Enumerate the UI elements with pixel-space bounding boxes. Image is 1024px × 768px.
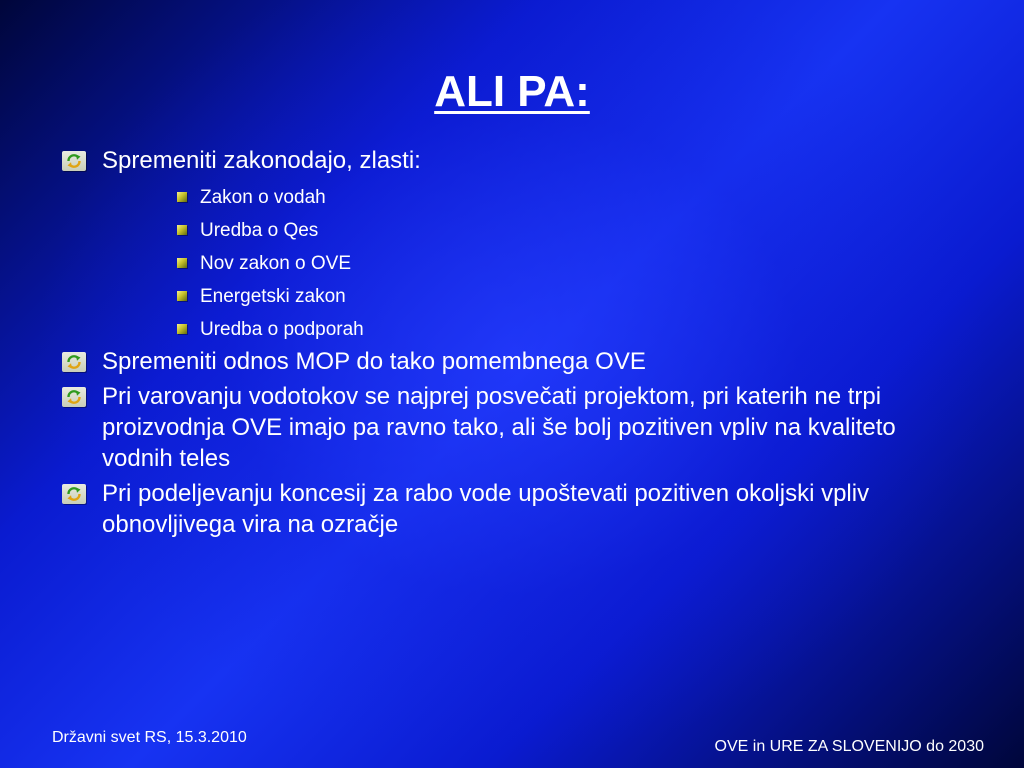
sub-bullet-text: Nov zakon o OVE bbox=[200, 253, 352, 274]
square-bullet-icon bbox=[177, 258, 187, 268]
footer-presentation-title: OVE in URE ZA SLOVENIJO do 2030 bbox=[714, 738, 984, 755]
square-bullet-icon bbox=[177, 324, 187, 334]
bullet-item bbox=[60, 145, 960, 176]
recycle-icon bbox=[62, 484, 86, 504]
bullet-item bbox=[60, 478, 960, 540]
bullet-text: Spremeniti zakonodajo, zlasti: bbox=[102, 147, 421, 174]
bullet-text: Spremeniti odnos MOP do tako pomembnega OVE bbox=[102, 348, 646, 375]
footer-date: Državni svet RS, 15.3.2010 bbox=[52, 729, 247, 746]
sub-bullet-item bbox=[60, 318, 960, 342]
bullet-item bbox=[60, 346, 960, 377]
square-bullet-icon bbox=[177, 291, 187, 301]
bullet-item bbox=[60, 381, 960, 474]
recycle-icon bbox=[62, 151, 86, 171]
slide-title-text: ALI PA: bbox=[434, 67, 590, 116]
recycle-icon bbox=[62, 352, 86, 372]
sub-bullet-item bbox=[60, 285, 960, 309]
sub-bullet-item bbox=[60, 219, 960, 243]
slide-title bbox=[0, 68, 1024, 116]
square-bullet-icon bbox=[177, 225, 187, 235]
square-bullet-icon bbox=[177, 192, 187, 202]
sub-bullet-text: Uredba o Qes bbox=[200, 220, 319, 241]
bullet-list bbox=[60, 145, 960, 544]
bullet-text: Pri podeljevanju koncesij za rabo vode upoštevati pozitiven okoljski vpliv obnovljivega vira na ozračje bbox=[102, 480, 870, 538]
sub-bullet-text: Zakon o vodah bbox=[200, 187, 326, 208]
bullet-text: Pri varovanju vodotokov se najprej posvečati projektom, pri katerih ne trpi proizvodnja OVE imajo pa ravno tako, ali še bolj pozitiven vpliv na kvaliteto vodnih teles bbox=[102, 383, 896, 472]
sub-bullet-item bbox=[60, 186, 960, 210]
sub-bullet-text: Energetski zakon bbox=[200, 286, 346, 307]
recycle-icon bbox=[62, 387, 86, 407]
sub-bullet-text: Uredba o podporah bbox=[200, 319, 364, 340]
sub-bullet-item bbox=[60, 252, 960, 276]
